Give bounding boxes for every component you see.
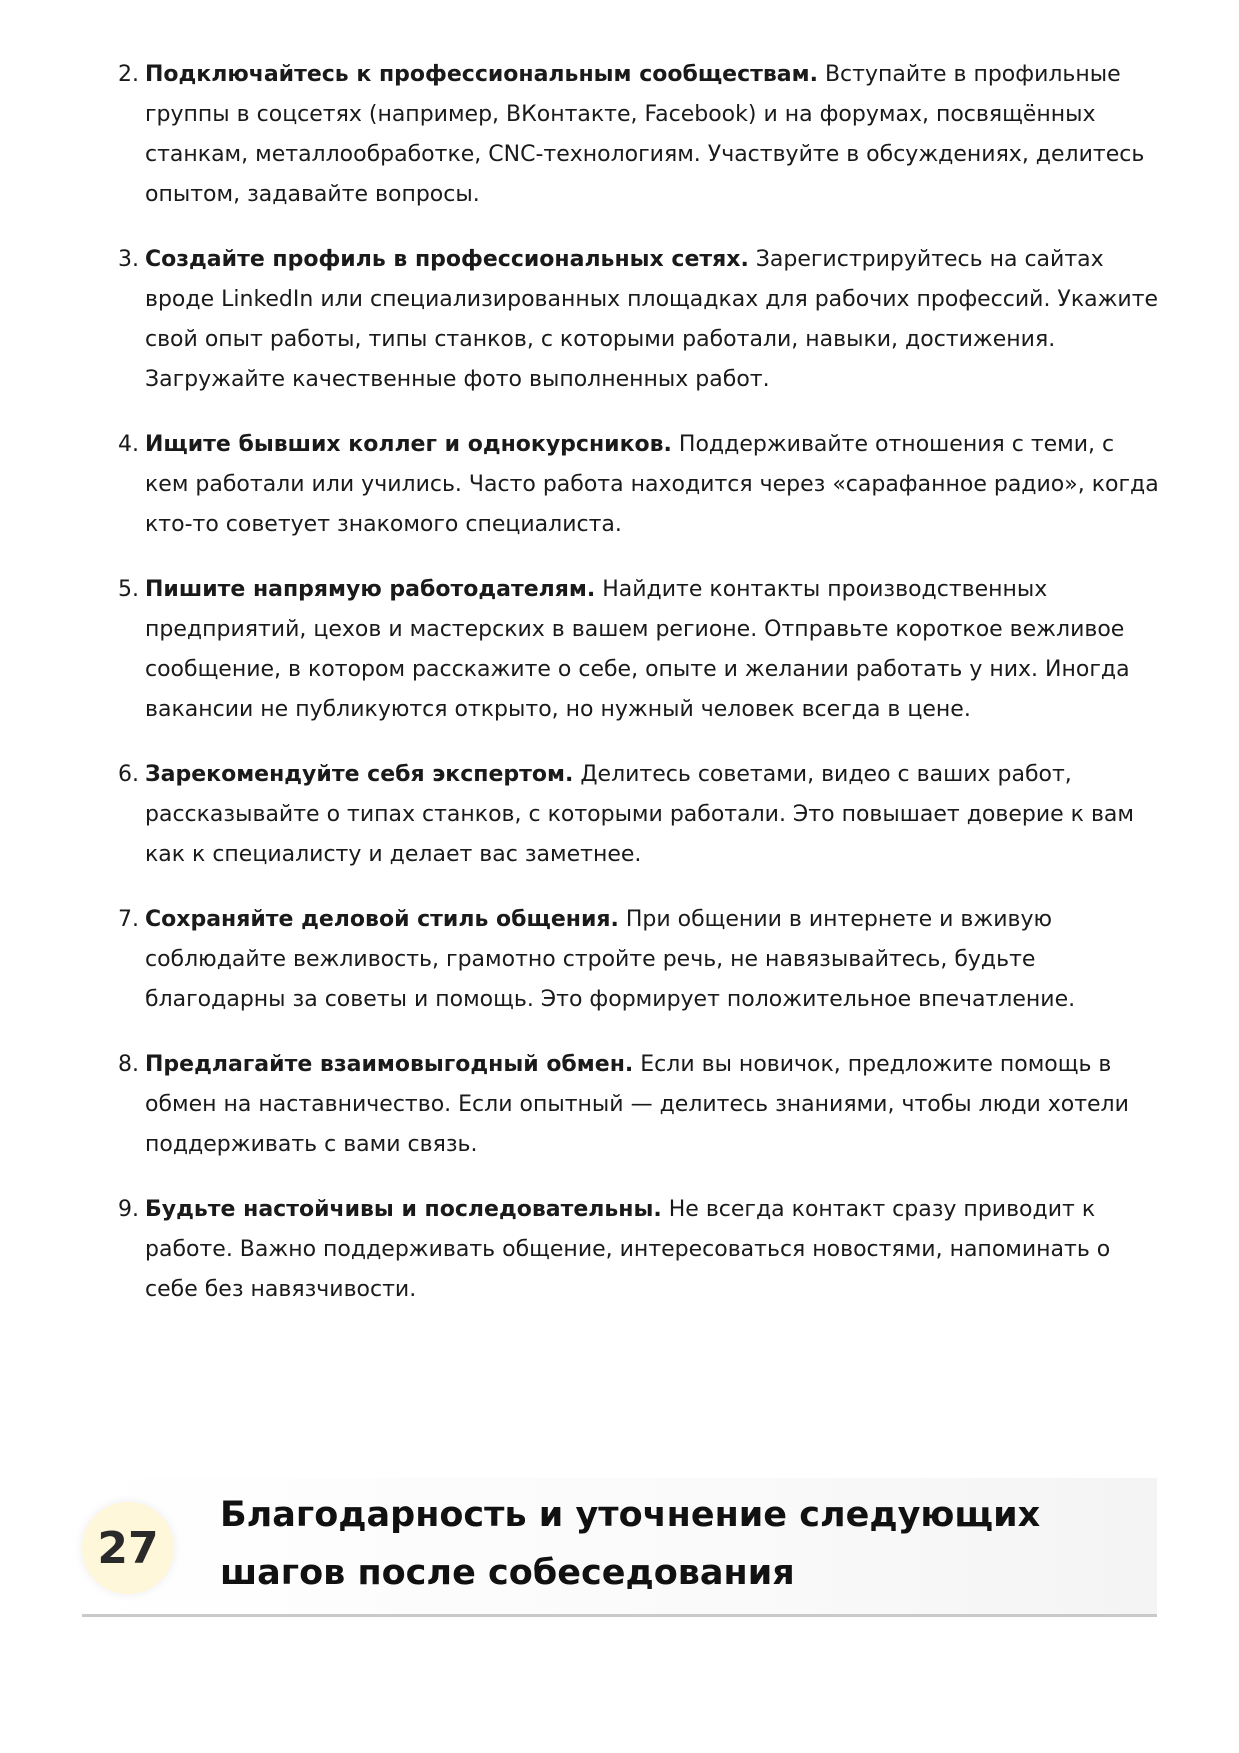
list-item <box>0 900 1239 1020</box>
item-number: 6. <box>118 762 139 787</box>
item-text: Делитесь советами, видео с ваших работ, рассказывайте о типах станков, с которыми работали. Это повышает доверие к вам как к специалисту и делает вас заметнее. <box>145 762 1134 867</box>
item-title: Будьте настойчивы и последовательны. <box>145 1197 662 1222</box>
item-title: Подключайтесь к профессиональным сообществам. <box>145 62 818 87</box>
item-number: 9. <box>118 1197 139 1222</box>
item-number: 4. <box>118 432 139 457</box>
item-text: При общении в интернете и вживую соблюдайте вежливость, грамотно стройте речь, не навязывайтесь, будьте благодарны за советы и помощь. Это формирует положительное впечатление. <box>145 907 1076 1012</box>
list-item <box>0 570 1239 730</box>
list-item <box>0 240 1239 400</box>
item-title: Пишите напрямую работодателям. <box>145 577 596 602</box>
item-title: Зарекомендуйте себя экспертом. <box>145 762 574 787</box>
item-title: Создайте профиль в профессиональных сетях. <box>145 247 749 272</box>
list-item <box>0 1190 1239 1310</box>
numbered-list <box>0 55 1239 1335</box>
list-item <box>0 1045 1239 1165</box>
item-number: 3. <box>118 247 139 272</box>
item-text: Найдите контакты производственных предприятий, цехов и мастерских в вашем регионе. Отправьте короткое вежливое сообщение, в котором расскажите о себе, опыте и желании работать у них. Иногда вакансии не публикуются открыто, но нужный человек всегда в цене. <box>145 577 1130 722</box>
item-text: Поддерживайте отношения с теми, с кем работали или учились. Часто работа находится через «сарафанное радио», когда кто-то советует знакомого специалиста. <box>145 432 1159 537</box>
item-text: Вступайте в профильные группы в соцсетях (например, ВКонтакте, Facebook) и на форумах, посвящённых станкам, металлообработке, CNC-технологиям. Участвуйте в обсуждениях, делитесь опытом, задавайте вопросы. <box>145 62 1145 207</box>
section-number-badge: 27 <box>82 1502 174 1594</box>
item-title: Предлагайте взаимовыгодный обмен. <box>145 1052 634 1077</box>
list-item <box>0 425 1239 545</box>
item-text: Не всегда контакт сразу приводит к работе. Важно поддерживать общение, интересоваться новостями, напоминать о себе без навязчивости. <box>145 1197 1111 1302</box>
item-title: Ищите бывших коллег и однокурсников. <box>145 432 672 457</box>
item-number: 2. <box>118 62 139 87</box>
section-title: Благодарность и уточнение следующих шагов после собеседования <box>220 1495 1041 1593</box>
item-text: Зарегистрируйтесь на сайтах вроде LinkedIn или специализированных площадках для рабочих профессий. Укажите свой опыт работы, типы станков, с которыми работали, навыки, достижения. Загружайте качественные фото выполненных работ. <box>145 247 1159 392</box>
item-number: 5. <box>118 577 139 602</box>
list-item <box>0 55 1239 215</box>
item-text: Если вы новичок, предложите помощь в обмен на наставничество. Если опытный — делитесь знаниями, чтобы люди хотели поддерживать с вами связь. <box>145 1052 1129 1157</box>
item-number: 8. <box>118 1052 139 1077</box>
item-title: Сохраняйте деловой стиль общения. <box>145 907 619 932</box>
section-heading <box>82 1478 1157 1617</box>
list-item <box>0 755 1239 875</box>
item-number: 7. <box>118 907 139 932</box>
